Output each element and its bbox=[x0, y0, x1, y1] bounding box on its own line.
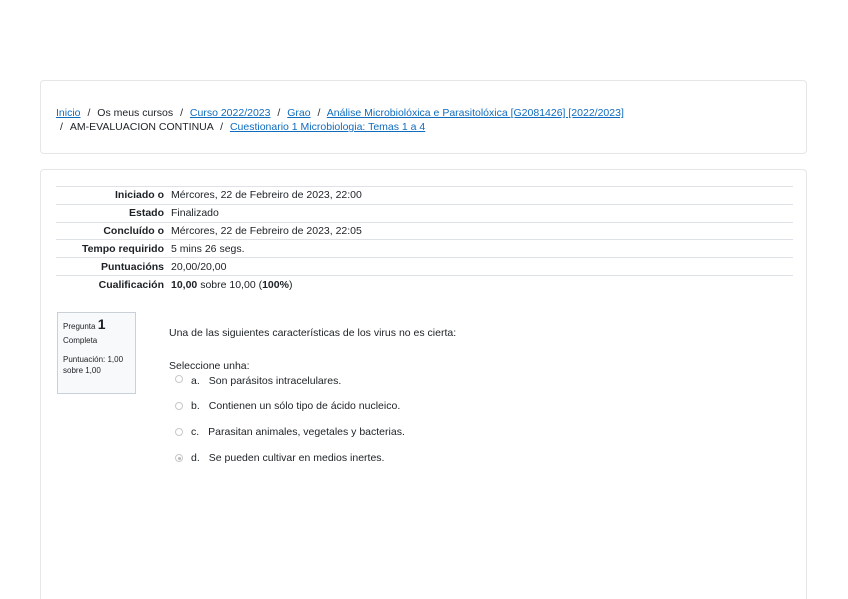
grade-score: 10,00 bbox=[171, 278, 198, 291]
grade-value bbox=[169, 275, 793, 293]
table-row bbox=[56, 275, 793, 293]
state-label: Estado bbox=[128, 207, 164, 220]
question-grade-line2: sobre 1,00 bbox=[63, 366, 101, 375]
breadcrumb-level-link[interactable]: Grao bbox=[287, 107, 311, 119]
answer-option-d[interactable] bbox=[175, 445, 405, 471]
marks-value: 20,00/20,00 bbox=[171, 260, 227, 273]
question-number-value: 1 bbox=[97, 316, 106, 332]
breadcrumb-my-courses: Os meus cursos bbox=[97, 107, 174, 119]
question-label: Pregunta bbox=[63, 322, 96, 331]
breadcrumb-card bbox=[40, 80, 807, 154]
question-state: Completa bbox=[63, 336, 98, 345]
breadcrumb-separator: / bbox=[317, 107, 321, 119]
answer-option-c[interactable] bbox=[175, 419, 405, 445]
question-info-box bbox=[57, 312, 136, 394]
answer-letter: d. bbox=[191, 452, 200, 464]
answer-prompt: Seleccione unha: bbox=[169, 360, 250, 372]
table-row bbox=[56, 240, 793, 258]
breadcrumb-separator: / bbox=[220, 121, 224, 133]
answer-option-a[interactable] bbox=[175, 375, 405, 393]
completed-label: Concluído o bbox=[103, 224, 164, 237]
answer-letter: b. bbox=[191, 400, 200, 412]
breadcrumb-course-link[interactable]: Análise Microbiolóxica e Parasitolóxica [G2081426] [2022/2023] bbox=[326, 107, 624, 119]
radio-button[interactable] bbox=[175, 375, 183, 383]
breadcrumb-home-link[interactable]: Inicio bbox=[56, 107, 81, 119]
grade-end: ) bbox=[288, 278, 293, 291]
grade-middle: sobre 10,00 ( bbox=[197, 278, 263, 291]
table-row bbox=[56, 258, 793, 276]
answer-text: Se pueden cultivar en medios inertes. bbox=[208, 452, 385, 464]
state-value: Finalizado bbox=[171, 207, 219, 220]
breadcrumb-separator: / bbox=[277, 107, 281, 119]
attempt-summary-table bbox=[56, 186, 793, 293]
answer-text: Son parásitos intracelulares. bbox=[208, 375, 342, 387]
radio-button[interactable] bbox=[175, 428, 183, 436]
breadcrumb-separator: / bbox=[60, 121, 63, 133]
question-grade-line1: Puntuación: 1,00 bbox=[63, 355, 124, 364]
answer-letter: c. bbox=[191, 426, 200, 438]
started-value: Mércores, 22 de Febreiro de 2023, 22:00 bbox=[171, 189, 362, 202]
grade-percent: 100% bbox=[262, 278, 289, 291]
grade-label: Cualificación bbox=[98, 278, 164, 291]
answer-text: Parasitan animales, vegetales y bacterias. bbox=[208, 426, 405, 438]
question-number bbox=[63, 316, 130, 332]
table-row bbox=[56, 204, 793, 222]
breadcrumb-second-line bbox=[60, 121, 425, 134]
breadcrumb-quiz-link[interactable]: Cuestionario 1 Microbiologia: Temas 1 a 4 bbox=[229, 121, 426, 133]
table-row bbox=[56, 222, 793, 240]
answer-text: Contienen un sólo tipo de ácido nucleico. bbox=[208, 400, 401, 412]
question-text: Una de las siguientes características de los virus no es cierta: bbox=[169, 327, 457, 339]
breadcrumb bbox=[56, 107, 624, 120]
started-label: Iniciado o bbox=[114, 189, 164, 202]
breadcrumb-separator: / bbox=[87, 107, 91, 119]
radio-button[interactable] bbox=[175, 402, 183, 410]
table-row bbox=[56, 187, 793, 205]
marks-label: Puntuacións bbox=[100, 260, 164, 273]
breadcrumb-year-link[interactable]: Curso 2022/2023 bbox=[189, 107, 271, 119]
breadcrumb-section: AM-EVALUACION CONTINUA bbox=[69, 121, 214, 133]
radio-button-selected[interactable] bbox=[175, 454, 183, 462]
time-taken-value: 5 mins 26 segs. bbox=[171, 242, 245, 255]
question-grade bbox=[63, 354, 130, 376]
completed-value: Mércores, 22 de Febreiro de 2023, 22:05 bbox=[171, 224, 362, 237]
time-taken-label: Tempo requirido bbox=[81, 242, 164, 255]
answer-list bbox=[175, 375, 405, 471]
quiz-review-card bbox=[40, 169, 807, 599]
breadcrumb-separator: / bbox=[180, 107, 183, 119]
answer-letter: a. bbox=[191, 375, 200, 387]
answer-option-b[interactable] bbox=[175, 393, 405, 419]
